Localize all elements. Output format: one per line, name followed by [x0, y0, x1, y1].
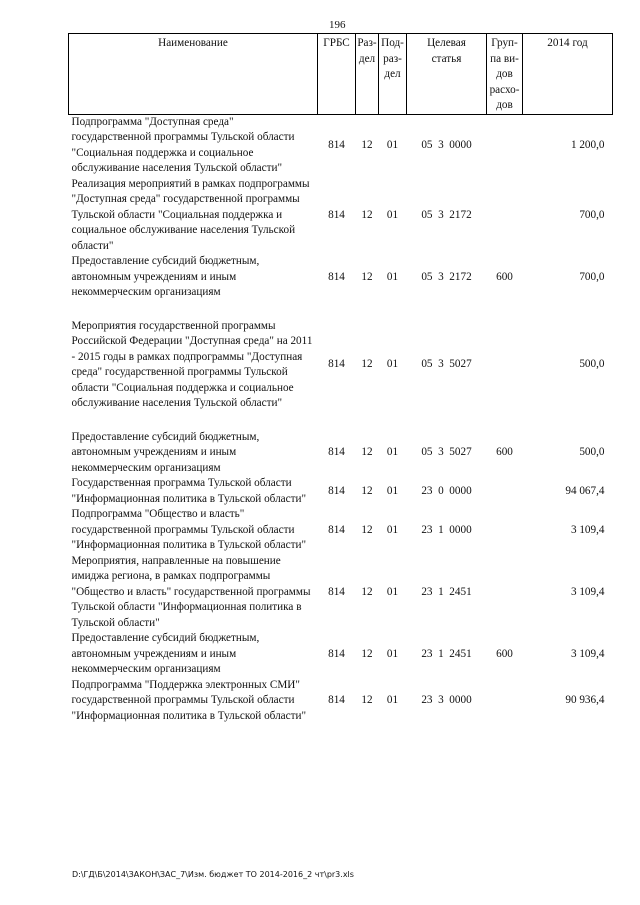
row-podrazdel: 01: [386, 523, 399, 536]
row-celevaya-statya: 23 1 2451: [421, 585, 472, 598]
row-amount: 90 936,4: [565, 694, 605, 706]
row-name: Мероприятия, направленные на повышение имиджа региона, в рамках подпрограммы "Общество и власть" государственной программы Тульской области "Информационная политика в Тульской области": [71, 554, 311, 629]
row-amount: 3 109,4: [570, 647, 605, 660]
table-row: [69, 631, 613, 678]
spacer-cell: [69, 301, 613, 319]
table-row: [69, 476, 613, 507]
row-grbs: 814: [328, 585, 345, 598]
row-gruppa: [487, 678, 523, 725]
row-name: Мероприятия государственной программы Российской Федерации "Доступная среда" на 2011 - 2015 годы в рамках подпрограммы "Доступная среда" государственной программы Тульской области "Социальная поддержка и социальное обслуживание населения Тульской области": [71, 319, 313, 409]
row-gruppa: 600: [496, 647, 513, 660]
row-celevaya-statya: 05 3 5027: [421, 446, 472, 458]
row-grbs: 814: [328, 523, 345, 536]
row-razdel: 12: [361, 585, 373, 598]
table-row: [69, 177, 613, 255]
row-podrazdel: 01: [386, 446, 399, 458]
row-celevaya-statya: 05 3 5027: [421, 358, 472, 371]
row-name: Предоставление субсидий бюджетным, автономным учреждениям и иным некоммерческим организациям: [71, 632, 260, 675]
row-name: Подпрограмма "Поддержка электронных СМИ" государственной программы Тульской области "Информационная политика в Тульской области": [71, 678, 307, 722]
row-podrazdel: 01: [386, 270, 399, 283]
table-row: [69, 554, 613, 632]
table-header: [69, 34, 613, 115]
row-gruppa: 600: [496, 446, 513, 458]
row-amount: 1 200,0: [570, 138, 605, 151]
row-grbs: 814: [328, 446, 345, 458]
row-razdel: 12: [361, 208, 373, 221]
header-row: [69, 34, 613, 115]
row-amount: 3 109,4: [570, 523, 605, 536]
budget-table: [68, 33, 613, 724]
row-gruppa: [487, 319, 523, 412]
row-razdel: 12: [361, 694, 373, 706]
row-razdel: 12: [361, 270, 373, 283]
header-grbs: ГРБС: [318, 34, 356, 115]
table-row: [69, 319, 613, 412]
table-row: [69, 254, 613, 301]
row-grbs: 814: [328, 138, 345, 151]
row-name: Государственная программа Тульской области "Информационная политика в Тульской области": [71, 477, 307, 505]
row-podrazdel: 01: [386, 484, 399, 497]
row-grbs: 814: [328, 208, 345, 221]
file-path-footer: D:\ГД\Б\2014\ЗАКОН\ЗАС_7\Изм. бюджет ТО 2014-2016_2 чт\pr3.xls: [72, 870, 354, 879]
spacer-cell: [69, 412, 613, 430]
row-gruppa: 600: [496, 270, 513, 283]
table-row: [69, 507, 613, 554]
row-grbs: 814: [328, 270, 345, 283]
row-name: Предоставление субсидий бюджетным, автономным учреждениям и иным некоммерческим организациям: [71, 255, 260, 298]
row-amount: 500,0: [579, 358, 605, 371]
row-celevaya-statya: 05 3 2172: [421, 270, 472, 283]
row-razdel: 12: [361, 446, 373, 458]
row-razdel: 12: [361, 484, 373, 497]
row-celevaya-statya: 05 3 0000: [421, 138, 472, 151]
row-podrazdel: 01: [386, 585, 399, 598]
table-row: [69, 430, 613, 477]
header-podrazdel: Под- раз- дел: [379, 34, 407, 115]
row-name: Подпрограмма "Доступная среда" государственной программы Тульской области "Социальная поддержка и социальное обслуживание населения Тульской области": [71, 115, 295, 174]
row-razdel: 12: [361, 358, 373, 371]
row-podrazdel: 01: [386, 647, 399, 660]
row-celevaya-statya: 23 3 0000: [421, 694, 472, 706]
row-razdel: 12: [361, 647, 373, 660]
row-podrazdel: 01: [386, 358, 399, 371]
row-amount: 500,0: [579, 446, 605, 458]
row-amount: 700,0: [579, 208, 605, 221]
row-grbs: 814: [328, 647, 345, 660]
row-celevaya-statya: 05 3 2172: [421, 208, 472, 221]
header-celevaya-statya: Целевая статья: [407, 34, 487, 115]
row-name: Реализация мероприятий в рамках подпрограммы "Доступная среда" государственной программы Тульской области "Социальная поддержка и социальное обслуживание населения Тульской области": [71, 177, 310, 252]
header-year-2014: 2014 год: [523, 34, 613, 115]
table-row: [69, 678, 613, 725]
row-gruppa: [487, 177, 523, 255]
spacer-row: [69, 301, 613, 319]
header-name: Наименование: [69, 34, 318, 115]
row-grbs: 814: [328, 358, 345, 371]
row-grbs: 814: [328, 484, 345, 497]
row-podrazdel: 01: [386, 208, 399, 221]
row-gruppa: [487, 114, 523, 177]
row-amount: 3 109,4: [570, 585, 605, 598]
row-gruppa: [487, 476, 523, 507]
row-podrazdel: 01: [386, 138, 399, 151]
spacer-row: [69, 412, 613, 430]
row-celevaya-statya: 23 1 0000: [421, 523, 472, 536]
row-podrazdel: 01: [386, 694, 399, 706]
row-amount: 94 067,4: [565, 484, 605, 497]
table-row: [69, 114, 613, 177]
row-razdel: 12: [361, 523, 373, 536]
row-gruppa: [487, 507, 523, 554]
row-grbs: 814: [328, 694, 345, 706]
header-razdel: Раз- дел: [356, 34, 379, 115]
page-number: 196: [329, 19, 346, 31]
row-amount: 700,0: [579, 270, 605, 283]
row-celevaya-statya: 23 1 2451: [421, 647, 472, 660]
table-body: [69, 114, 613, 724]
row-name: Предоставление субсидий бюджетным, автономным учреждениям и иным некоммерческим организациям: [71, 430, 260, 474]
row-name: Подпрограмма "Общество и власть" государственной программы Тульской области "Информационная политика в Тульской области": [71, 508, 307, 551]
header-gruppa-vidov-rashodov: Груп- па ви- дов расхо- дов: [487, 34, 523, 115]
row-gruppa: [487, 554, 523, 632]
row-celevaya-statya: 23 0 0000: [421, 484, 472, 497]
budget-table-wrapper: [68, 33, 612, 724]
row-razdel: 12: [361, 138, 373, 151]
